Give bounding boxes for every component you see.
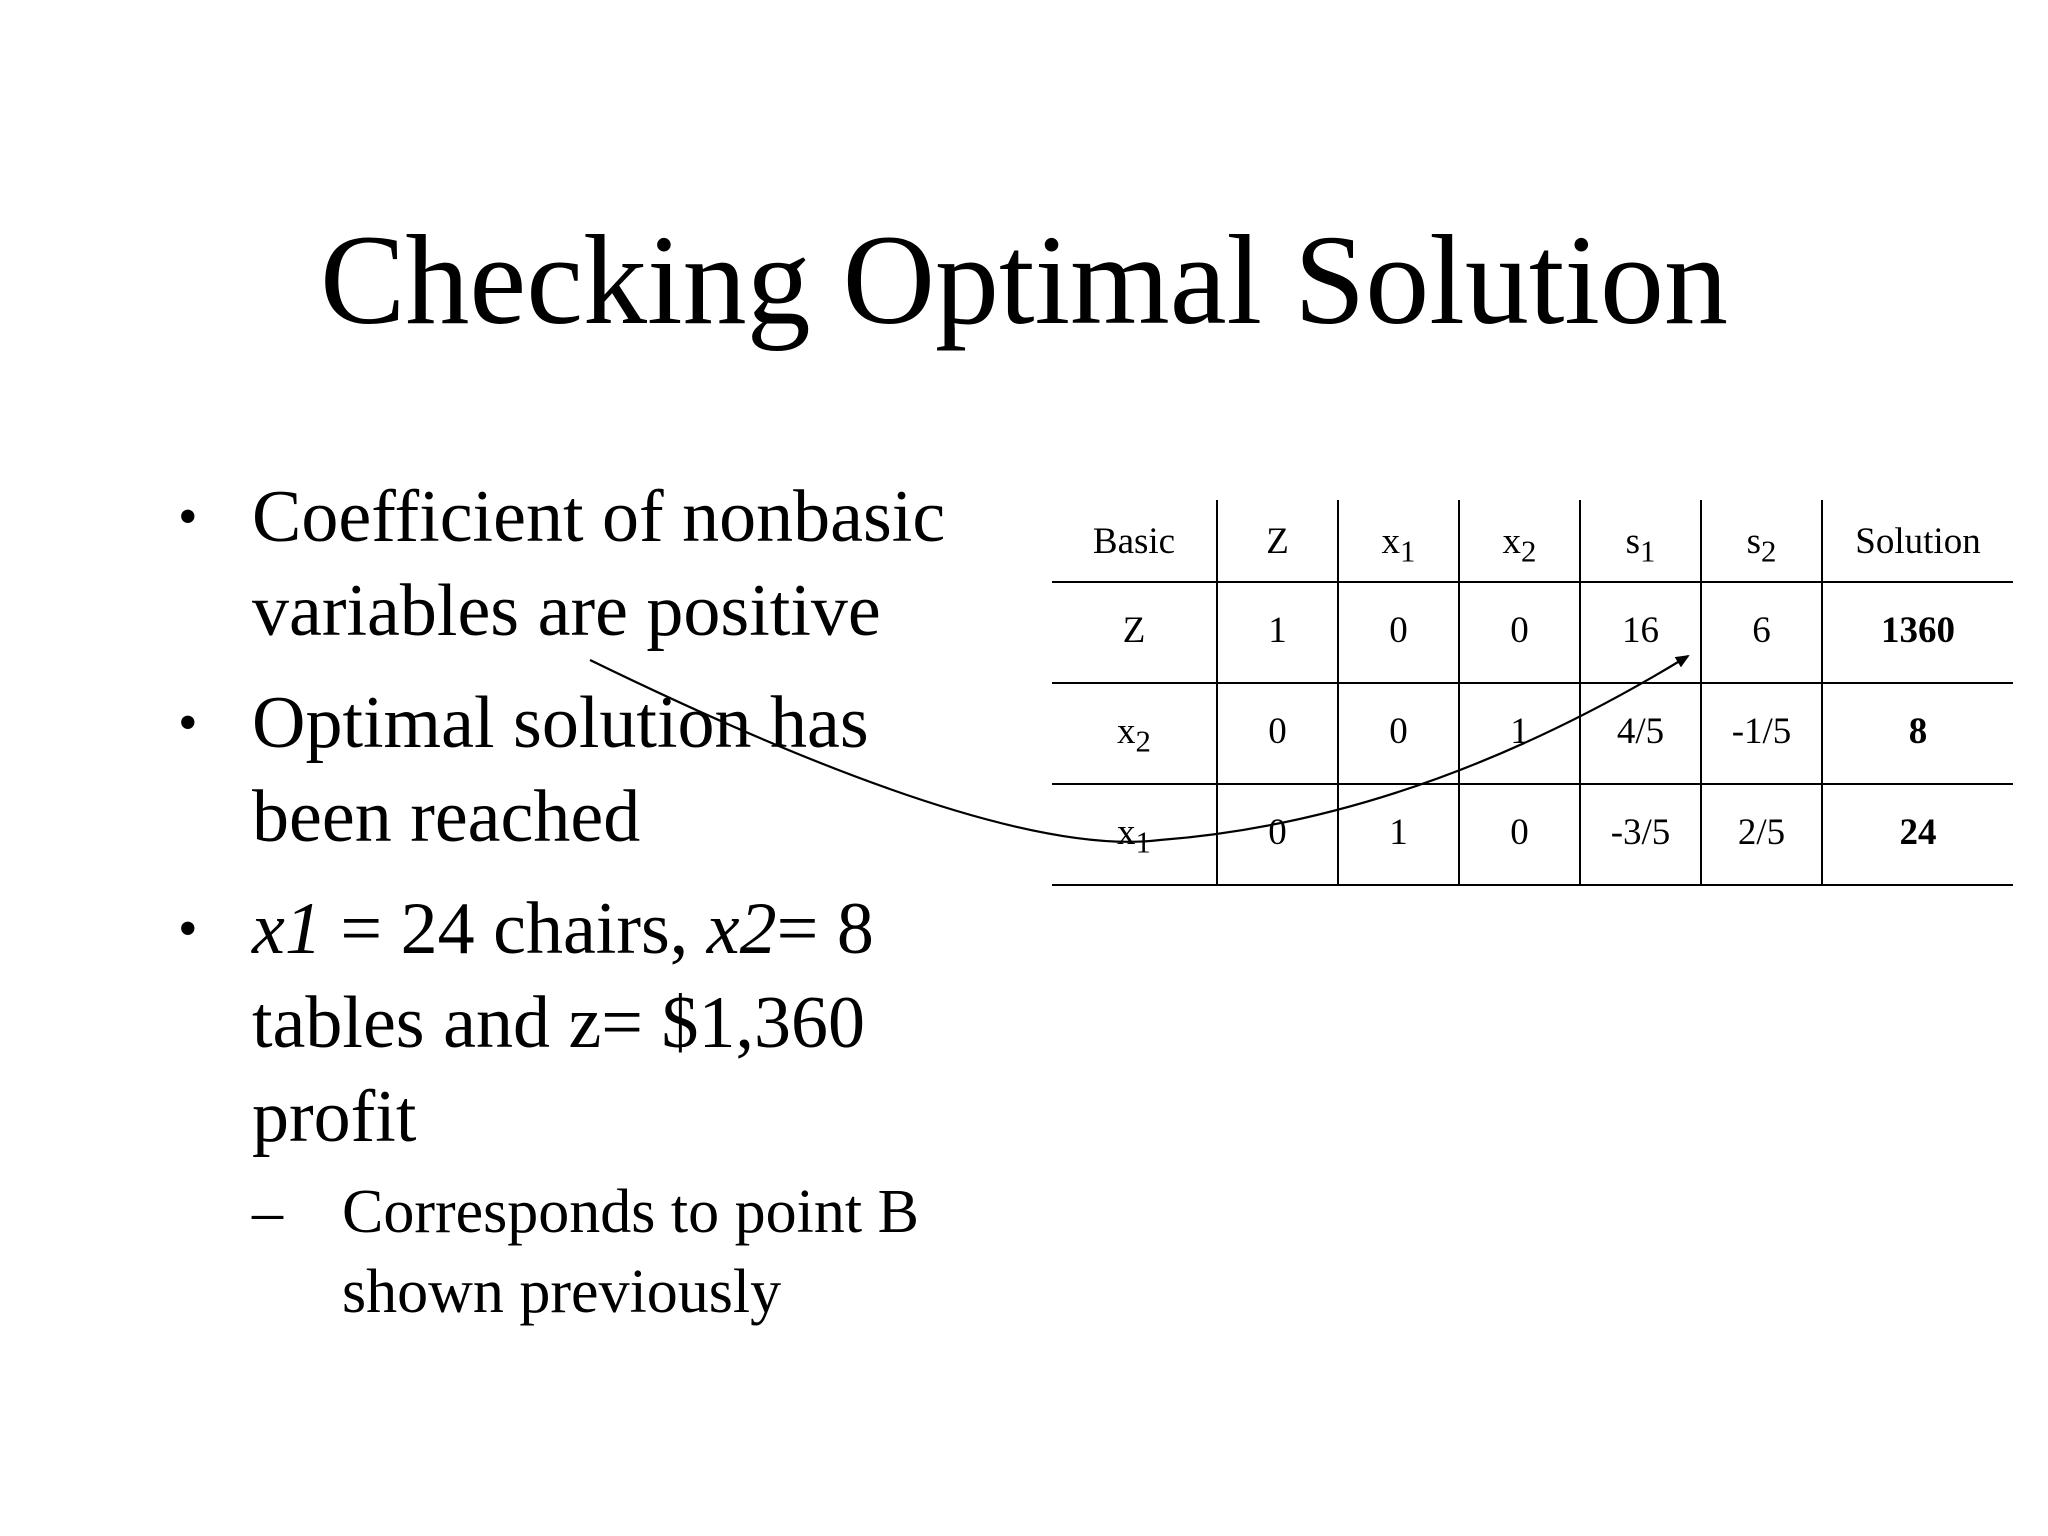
header-s1: $s_1$ — [1580, 500, 1701, 582]
sub-bullet-list — [252, 1172, 1020, 1332]
bullet-item — [160, 882, 1020, 1332]
cell-solution: 8 — [1822, 683, 2013, 784]
bullet-dot: • — [178, 486, 198, 548]
cell-x1: 1 — [1338, 784, 1459, 885]
header-basic: Basic — [1052, 500, 1217, 582]
cell-z: 1 — [1217, 582, 1338, 683]
cell-s2: 2/5 — [1701, 784, 1822, 885]
bullet-text: Coefficient of nonbasic variables are positive — [252, 476, 946, 652]
cell-x2: 0 — [1459, 784, 1580, 885]
bullet-list — [160, 470, 1020, 1350]
bullet-item — [160, 676, 1020, 864]
sub-bullet-dash: – — [252, 1178, 283, 1246]
cell-x2: 1 — [1459, 683, 1580, 784]
bullet-item — [160, 470, 1020, 658]
tableau-row-x2 — [1052, 683, 2013, 784]
cell-s1: -3/5 — [1580, 784, 1701, 885]
header-x2: $x_2$ — [1459, 500, 1580, 582]
x2-value-text: = 8 tables and z= $1,360 profit — [252, 888, 874, 1158]
tableau-header-row — [1052, 500, 2013, 582]
cell-x1: 0 — [1338, 582, 1459, 683]
sub-bullet-text: Corresponds to point B shown previously — [342, 1178, 919, 1326]
cell-solution: 1360 — [1822, 582, 2013, 683]
cell-s2: -1/5 — [1701, 683, 1822, 784]
cell-z: 0 — [1217, 784, 1338, 885]
cell-basic: $x_2$ — [1052, 683, 1217, 784]
cell-solution: 24 — [1822, 784, 2013, 885]
bullet-dot: • — [178, 692, 198, 754]
bullet-dot: • — [178, 898, 198, 960]
cell-s1: 4/5 — [1580, 683, 1701, 784]
bullet-text — [252, 888, 874, 1158]
header-z: Z — [1217, 500, 1338, 582]
sub-bullet-item — [252, 1172, 1020, 1332]
simplex-tableau — [1052, 500, 2013, 886]
header-s2: $s_2$ — [1701, 500, 1822, 582]
x1-variable: x1 — [252, 888, 322, 970]
slide-title: Checking Optimal Solution — [320, 209, 1728, 351]
x1-value-text: = 24 chairs, — [321, 888, 707, 970]
x2-variable: x2 — [706, 888, 777, 970]
cell-z: 0 — [1217, 683, 1338, 784]
cell-s2: 6 — [1701, 582, 1822, 683]
cell-x2: 0 — [1459, 582, 1580, 683]
bullet-text: Optimal solution has been reached — [252, 682, 869, 858]
cell-basic: Z — [1052, 582, 1217, 683]
tableau-row-z — [1052, 582, 2013, 683]
cell-s1: 16 — [1580, 582, 1701, 683]
cell-x1: 0 — [1338, 683, 1459, 784]
header-x1: $x_1$ — [1338, 500, 1459, 582]
header-solution: Solution — [1822, 500, 2013, 582]
tableau-row-x1 — [1052, 784, 2013, 885]
cell-basic: $x_1$ — [1052, 784, 1217, 885]
